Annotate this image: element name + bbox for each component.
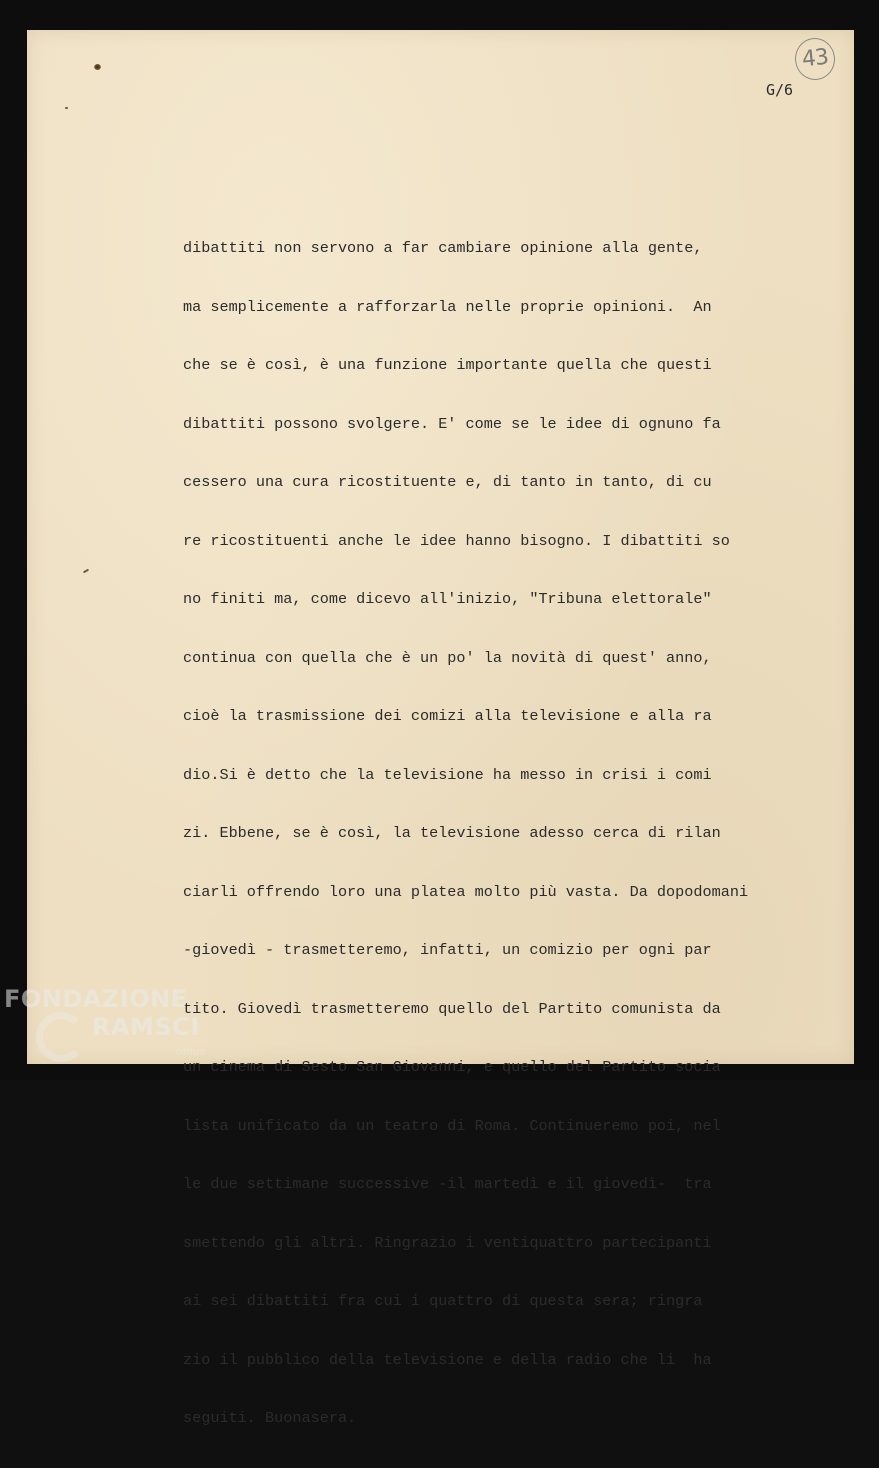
text-line: seguiti. Buonasera. bbox=[183, 1409, 357, 1427]
fondazione-gramsci-watermark bbox=[4, 985, 244, 1077]
watermark-line3: onlus bbox=[176, 1045, 206, 1058]
text-line: smettendo gli altri. Ringrazio i ventiquattro partecipanti bbox=[183, 1233, 712, 1252]
text-line: zio il pubblico della televisione e della radio che li ha bbox=[183, 1350, 712, 1369]
text-line: cioè la trasmissione dei comizi alla televisione e alla ra bbox=[183, 707, 712, 725]
text-line: tito. Giovedì trasmetteremo quello del Partito comunista da bbox=[183, 999, 721, 1018]
watermark-line1: FONDAZIONE bbox=[4, 985, 188, 1013]
paper-mark bbox=[65, 107, 68, 109]
typed-body-text bbox=[183, 200, 803, 1468]
text-line: no finiti ma, come dicevo all'inizio, "Tribuna elettorale" bbox=[183, 590, 712, 608]
text-line: un cinema di Sesto San Giovanni, e quello del Partito socia bbox=[183, 1058, 721, 1076]
ink-spot bbox=[94, 64, 101, 70]
text-line: dio.Si è detto che la televisione ha messo in crisi i comi bbox=[183, 765, 712, 784]
text-line: le due settimane successive -il martedì e il giovedì- tra bbox=[183, 1175, 712, 1193]
text-line: re ricostituenti anche le idee hanno bisogno. I dibattiti so bbox=[183, 531, 730, 550]
watermark-line2: RAMSCI bbox=[92, 1013, 200, 1041]
text-line: -giovedì - trasmetteremo, infatti, un comizio per ogni par bbox=[183, 941, 712, 959]
text-line: ciarli offrendo loro una platea molto più vasta. Da dopodomani bbox=[183, 882, 749, 901]
text-line: che se è così, è una funzione importante quella che questi bbox=[183, 356, 712, 374]
paper-sheet bbox=[27, 30, 854, 1427]
text-line: ma semplicemente a rafforzarla nelle proprie opinioni. An bbox=[183, 297, 712, 316]
watermark-g-logo bbox=[36, 1012, 86, 1062]
text-line: dibattiti possono svolgere. E' come se le idee di ognuno fa bbox=[183, 414, 721, 433]
handwritten-page-number: 43 bbox=[793, 36, 837, 82]
text-line: lista unificato da un teatro di Roma. Continueremo poi, nel bbox=[183, 1116, 721, 1135]
text-line: continua con quella che è un po' la novità di quest' anno, bbox=[183, 648, 712, 667]
paper-mark bbox=[83, 569, 89, 574]
text-line: dibattiti non servono a far cambiare opinione alla gente, bbox=[183, 239, 703, 257]
text-line: zi. Ebbene, se è così, la televisione adesso cerca di rilan bbox=[183, 824, 721, 842]
sheet-reference: G/6 bbox=[766, 81, 794, 99]
text-line: cessero una cura ricostituente e, di tanto in tanto, di cu bbox=[183, 473, 712, 491]
text-line: ai sei dibattiti fra cui i quattro di questa sera; ringra bbox=[183, 1292, 703, 1310]
